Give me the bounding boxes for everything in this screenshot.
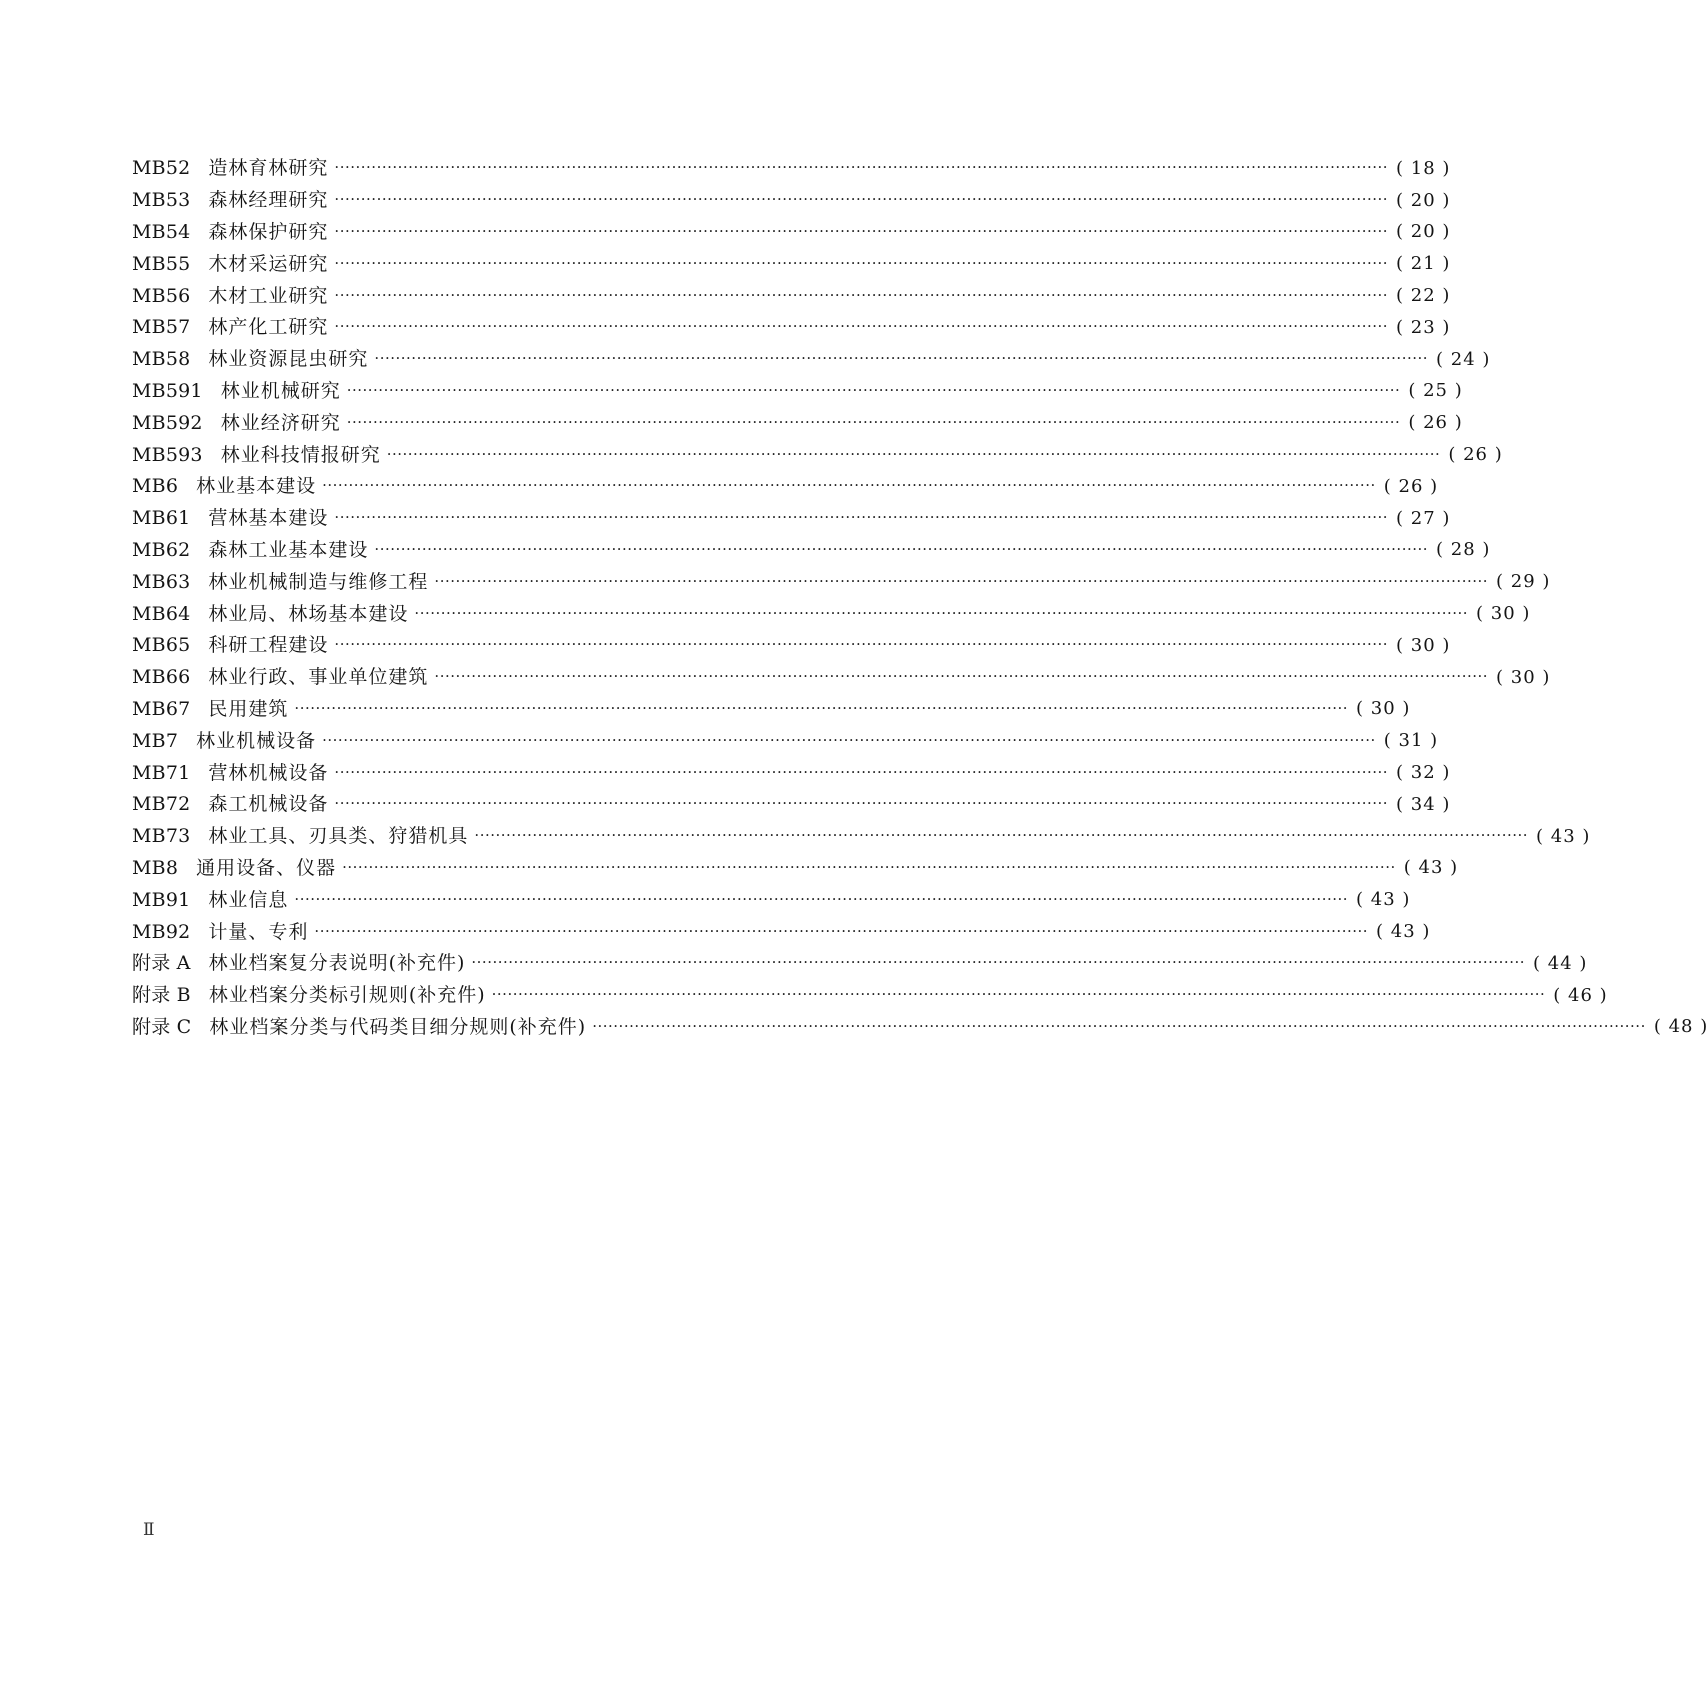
toc-entry-code: 附录 B: [132, 984, 191, 1007]
toc-entry-title: 林业档案复分表说明(补充件): [208, 952, 466, 975]
toc-entry-page: ( 46 ): [1553, 984, 1608, 1006]
toc-entry-title: 林业基本建设: [196, 475, 317, 498]
toc-entry-title: 林业资源昆虫研究: [208, 348, 369, 371]
toc-entry: [132, 630, 1451, 662]
toc-entry-title: 林业档案分类与代码类目细分规则(补充件): [209, 1015, 587, 1038]
toc-entry-title: 营林机械设备: [208, 761, 329, 784]
toc-entry-title: 通用设备、仪器: [196, 856, 337, 879]
dot-leader: ········································································································································································································: [314, 921, 1369, 940]
dot-leader: ········································································································································································································: [334, 762, 1389, 781]
toc-entry-code: MB6: [132, 475, 179, 498]
toc-entry-page: ( 43 ): [1356, 889, 1411, 911]
toc-entry-code: MB53: [132, 189, 191, 212]
toc-entry-page: ( 43 ): [1376, 921, 1431, 943]
toc-entry: [132, 566, 1551, 598]
toc-entry-page: ( 29 ): [1496, 571, 1551, 593]
toc-entry-code: MB58: [132, 348, 191, 371]
toc-entry-page: ( 30 ): [1476, 603, 1531, 625]
dot-leader: ········································································································································································································: [334, 285, 1389, 304]
toc-entry-page: ( 20 ): [1396, 221, 1451, 243]
dot-leader: ········································································································································································································: [592, 1016, 1646, 1035]
dot-leader: ········································································································································································································: [386, 444, 1441, 463]
dot-leader: ········································································································································································································: [334, 221, 1389, 240]
toc-entry: [132, 1012, 1708, 1044]
dot-leader: ········································································································································································································: [346, 380, 1401, 399]
toc-entry-code: MB71: [132, 761, 191, 784]
toc-entry-page: ( 34 ): [1396, 793, 1451, 815]
toc-entry-page: ( 43 ): [1536, 825, 1591, 847]
toc-entry: [132, 916, 1431, 948]
dot-leader: ········································································································································································································: [434, 571, 1489, 590]
toc-entry: [132, 884, 1411, 916]
toc-entry-title: 林业工具、刃具类、狩猎机具: [208, 825, 469, 848]
toc-entry-page: ( 20 ): [1396, 189, 1451, 211]
toc-entry-code: MB64: [132, 602, 191, 625]
toc-entry-code: MB56: [132, 284, 191, 307]
dot-leader: ········································································································································································································: [322, 730, 1376, 749]
dot-leader: ········································································································································································································: [334, 158, 1389, 177]
toc-entry-code: MB92: [132, 920, 191, 943]
toc-entry-code: MB8: [132, 856, 179, 879]
toc-entry-code: MB7: [132, 729, 179, 752]
toc-entry: [132, 248, 1451, 280]
toc-entry-page: ( 28 ): [1436, 539, 1491, 561]
dot-leader: ········································································································································································································: [374, 539, 1429, 558]
toc-entry-code: MB54: [132, 220, 191, 243]
toc-entry-code: MB72: [132, 793, 191, 816]
toc-entry-page: ( 31 ): [1383, 730, 1439, 752]
toc-entry-title: 木材工业研究: [208, 284, 329, 307]
toc-entry-title: 林业机械制造与维修工程: [208, 570, 429, 593]
toc-entry-page: ( 26 ): [1408, 412, 1463, 434]
toc-entry-code: MB63: [132, 570, 191, 593]
toc-entry: [132, 853, 1459, 885]
toc-entry-page: ( 32 ): [1396, 762, 1451, 784]
toc-entry-page: ( 48 ): [1653, 1016, 1708, 1038]
toc-entry-code: MB67: [132, 697, 191, 720]
toc-entry-title: 造林育林研究: [208, 157, 329, 180]
toc-entry-title: 森工机械设备: [208, 793, 329, 816]
toc-entry-page: ( 23 ): [1396, 316, 1451, 338]
dot-leader: ········································································································································································································: [294, 889, 1349, 908]
dot-leader: ········································································································································································································: [334, 190, 1389, 209]
toc-entry-page: ( 26 ): [1383, 475, 1439, 497]
dot-leader: ········································································································································································································: [294, 698, 1349, 717]
toc-entry-title: 林业行政、事业单位建筑: [208, 666, 429, 689]
toc-entry-page: ( 30 ): [1396, 634, 1451, 656]
toc-entry-page: ( 24 ): [1436, 348, 1491, 370]
toc-entry-code: MB73: [132, 825, 191, 848]
dot-leader: ········································································································································································································: [342, 857, 1396, 876]
toc-entry-page: ( 25 ): [1408, 380, 1463, 402]
dot-leader: ········································································································································································································: [471, 953, 1526, 972]
toc-entry-code: MB593: [132, 443, 203, 466]
toc-entry: [132, 376, 1463, 408]
dot-leader: ········································································································································································································: [474, 826, 1529, 845]
toc-entry-code: MB55: [132, 252, 191, 275]
toc-entry-title: 森林工业基本建设: [208, 538, 369, 561]
dot-leader: ········································································································································································································: [346, 412, 1401, 431]
toc-entry-title: 计量、专利: [208, 920, 309, 943]
toc-entry: [132, 439, 1503, 471]
toc-entry: [132, 280, 1451, 312]
toc-entry: [132, 312, 1451, 344]
toc-entry-title: 民用建筑: [208, 697, 289, 720]
toc-entry-code: MB62: [132, 538, 191, 561]
toc-entry-title: 科研工程建设: [208, 634, 329, 657]
toc-entry-page: ( 26 ): [1448, 444, 1503, 466]
dot-leader: ········································································································································································································: [334, 794, 1389, 813]
toc-entry-code: MB61: [132, 507, 191, 530]
toc-entry-code: MB592: [132, 411, 203, 434]
toc-entry-page: ( 21 ): [1396, 253, 1451, 275]
toc-entry-title: 木材采运研究: [208, 252, 329, 275]
dot-leader: ········································································································································································································: [334, 253, 1389, 272]
toc-entry-title: 林业信息: [208, 888, 289, 911]
toc-entry: [132, 757, 1451, 789]
dot-leader: ········································································································································································································: [334, 635, 1389, 654]
toc-entry-page: ( 44 ): [1533, 952, 1588, 974]
table-of-contents: [132, 153, 1708, 1043]
toc-entry: [132, 503, 1451, 535]
toc-entry-code: MB65: [132, 634, 191, 657]
dot-leader: ········································································································································································································: [434, 667, 1489, 686]
toc-entry-title: 林业机械研究: [220, 379, 341, 402]
page-number: Ⅱ: [143, 1520, 155, 1540]
dot-leader: ········································································································································································································: [374, 349, 1429, 368]
toc-entry-page: ( 27 ): [1396, 507, 1451, 529]
toc-entry-title: 森林保护研究: [208, 220, 329, 243]
toc-entry-title: 林业科技情报研究: [220, 443, 381, 466]
toc-entry-code: 附录 C: [132, 1015, 192, 1038]
toc-entry: [132, 980, 1608, 1012]
toc-entry-code: 附录 A: [132, 952, 191, 975]
toc-entry-title: 林产化工研究: [208, 316, 329, 339]
dot-leader: ········································································································································································································: [334, 317, 1389, 336]
toc-entry: [132, 535, 1491, 567]
toc-entry-title: 林业局、林场基本建设: [208, 602, 409, 625]
toc-entry-page: ( 22 ): [1396, 285, 1451, 307]
toc-entry: [132, 153, 1451, 185]
toc-entry: [132, 217, 1451, 249]
toc-entry: [132, 185, 1451, 217]
toc-entry-page: ( 30 ): [1496, 666, 1551, 688]
toc-entry-code: MB66: [132, 666, 191, 689]
dot-leader: ········································································································································································································: [491, 985, 1546, 1004]
toc-entry: [132, 694, 1411, 726]
toc-entry: [132, 821, 1591, 853]
toc-entry-code: MB57: [132, 316, 191, 339]
toc-entry-title: 营林基本建设: [208, 507, 329, 530]
toc-entry-title: 林业机械设备: [196, 729, 317, 752]
toc-entry: [132, 344, 1491, 376]
toc-entry-title: 林业经济研究: [220, 411, 341, 434]
toc-entry: [132, 948, 1588, 980]
toc-entry: [132, 407, 1463, 439]
dot-leader: ········································································································································································································: [334, 508, 1389, 527]
toc-entry: [132, 662, 1551, 694]
toc-entry: [132, 789, 1451, 821]
toc-entry-title: 森林经理研究: [208, 189, 329, 212]
toc-entry: [132, 471, 1439, 503]
dot-leader: ········································································································································································································: [414, 603, 1469, 622]
toc-entry-code: MB591: [132, 379, 203, 402]
toc-entry: [132, 725, 1439, 757]
toc-entry-code: MB52: [132, 157, 191, 180]
toc-entry: [132, 598, 1531, 630]
toc-entry-page: ( 43 ): [1403, 857, 1459, 879]
toc-entry-code: MB91: [132, 888, 191, 911]
toc-entry-page: ( 30 ): [1356, 698, 1411, 720]
dot-leader: ········································································································································································································: [322, 476, 1376, 495]
toc-entry-page: ( 18 ): [1396, 157, 1451, 179]
toc-entry-title: 林业档案分类标引规则(补充件): [208, 984, 486, 1007]
